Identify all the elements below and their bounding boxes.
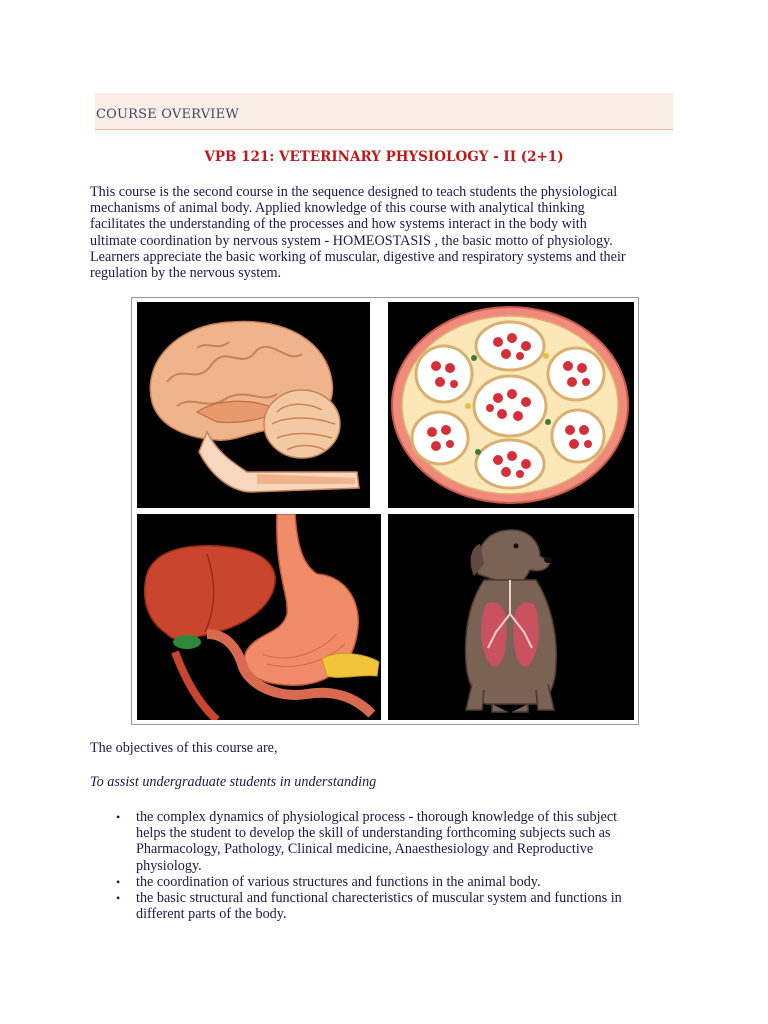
- item-line: the coordination of various structures and functions in the animal body.: [136, 873, 541, 890]
- bullet-icon: •: [116, 874, 121, 889]
- item-line: the complex dynamics of physiological process - thorough knowledge of this subject: [136, 809, 618, 825]
- course-description: [90, 184, 675, 281]
- objectives-list: [112, 809, 672, 922]
- description-line: mechanisms of animal body. Applied knowledge of this course with analytical thinking: [90, 200, 585, 217]
- description-line: ultimate coordination by nervous system - HOMEOSTASIS , the basic motto of physiology.: [90, 232, 613, 249]
- course-title: VPB 121: VETERINARY PHYSIOLOGY - II (2+1): [204, 149, 564, 165]
- section-heading: COURSE OVERVIEW: [96, 107, 239, 122]
- digestive-system-illustration: [137, 514, 381, 720]
- item-line: the basic structural and functional charecteristics of muscular system and functions in: [136, 890, 622, 907]
- list-item: [112, 890, 672, 922]
- list-item: [112, 874, 672, 890]
- objectives-intro: The objectives of this course are,: [90, 740, 278, 756]
- muscle-cross-section-illustration: [388, 302, 634, 508]
- description-line: This course is the second course in the sequence designed to teach students the physiological: [90, 184, 618, 200]
- brain-illustration: [137, 302, 370, 508]
- physiology-image-grid: [131, 297, 639, 725]
- item-line: Pharmacology, Pathology, Clinical medicine, Anaesthesiology and Reproductive: [136, 841, 594, 858]
- description-line: regulation by the nervous system.: [90, 265, 282, 282]
- description-line: facilitates the understanding of the processes and how systems interact in the body with: [90, 216, 587, 233]
- item-line: different parts of the body.: [136, 906, 287, 923]
- item-line: physiology.: [136, 857, 202, 874]
- item-line: helps the student to develop the skill of understanding forthcoming subjects such as: [136, 825, 611, 842]
- objectives-subheading: To assist undergraduate students in understanding: [90, 774, 377, 790]
- bullet-icon: •: [116, 810, 121, 824]
- respiratory-system-illustration: [388, 514, 634, 720]
- bullet-icon: •: [116, 891, 121, 906]
- section-header: [95, 93, 673, 130]
- list-item: [112, 809, 672, 874]
- description-line: Learners appreciate the basic working of muscular, digestive and respiratory systems and their: [90, 248, 626, 265]
